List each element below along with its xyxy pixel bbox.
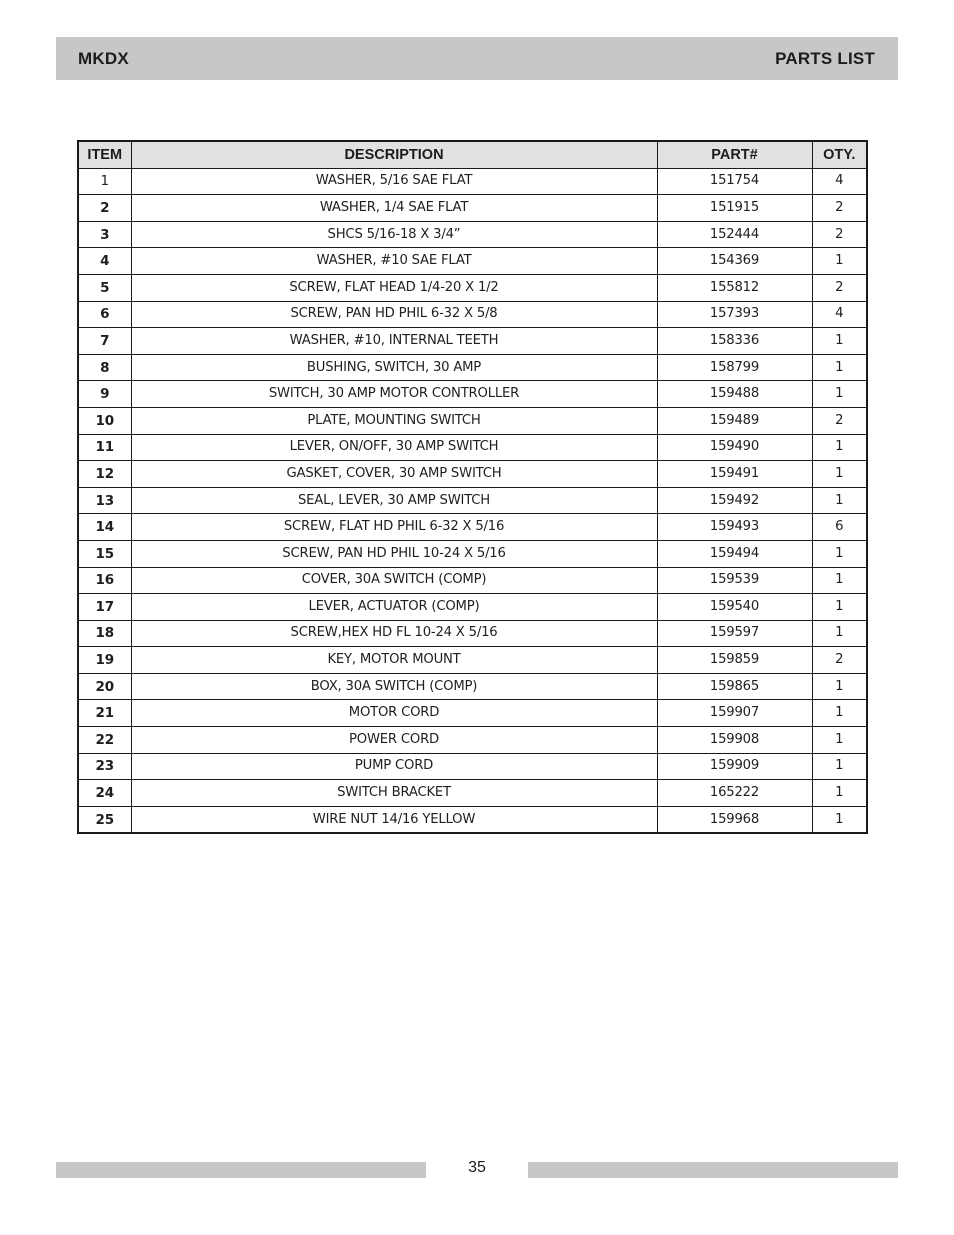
item-number-cell: 17 [78, 594, 131, 621]
item-number-cell: 1 [78, 168, 131, 195]
quantity-cell: 1 [812, 487, 867, 514]
quantity-cell: 1 [812, 753, 867, 780]
page-number: 35 [468, 1159, 486, 1176]
table-row [78, 328, 867, 355]
item-number-cell: 20 [78, 673, 131, 700]
quantity-cell: 1 [812, 434, 867, 461]
page-header-bar [56, 37, 898, 80]
table-row [78, 514, 867, 541]
item-number-cell: 13 [78, 487, 131, 514]
table-row [78, 434, 867, 461]
table-row [78, 407, 867, 434]
item-number-cell: 24 [78, 780, 131, 807]
part-number-cell: 159597 [657, 620, 812, 647]
table-header-row [78, 141, 867, 168]
quantity-cell: 1 [812, 248, 867, 275]
footer-bar-left [56, 1162, 426, 1178]
part-number-cell: 151754 [657, 168, 812, 195]
description-cell: SCREW, FLAT HEAD 1/4-20 X 1/2 [131, 274, 657, 301]
part-number-cell: 159491 [657, 461, 812, 488]
table-row [78, 461, 867, 488]
column-header-item: ITEM [78, 141, 131, 168]
description-cell: SCREW, PAN HD PHIL 6-32 X 5/8 [131, 301, 657, 328]
quantity-cell: 1 [812, 328, 867, 355]
part-number-cell: 159909 [657, 753, 812, 780]
footer-bar-right [528, 1162, 898, 1178]
table-row [78, 700, 867, 727]
part-number-cell: 159489 [657, 407, 812, 434]
table-row [78, 248, 867, 275]
item-number-cell: 14 [78, 514, 131, 541]
item-number-cell: 15 [78, 540, 131, 567]
part-number-cell: 159494 [657, 540, 812, 567]
table-row [78, 727, 867, 754]
description-cell: MOTOR CORD [131, 700, 657, 727]
item-number-cell: 22 [78, 727, 131, 754]
description-cell: SCREW, FLAT HD PHIL 6-32 X 5/16 [131, 514, 657, 541]
quantity-cell: 1 [812, 461, 867, 488]
item-number-cell: 11 [78, 434, 131, 461]
part-number-cell: 159540 [657, 594, 812, 621]
quantity-cell: 6 [812, 514, 867, 541]
column-header-quantity: OTY. [812, 141, 867, 168]
description-cell: SEAL, LEVER, 30 AMP SWITCH [131, 487, 657, 514]
quantity-cell: 1 [812, 594, 867, 621]
section-title: PARTS LIST [775, 48, 875, 68]
quantity-cell: 1 [812, 540, 867, 567]
part-number-cell: 152444 [657, 221, 812, 248]
quantity-cell: 1 [812, 381, 867, 408]
description-cell: WASHER, #10, INTERNAL TEETH [131, 328, 657, 355]
part-number-cell: 159865 [657, 673, 812, 700]
description-cell: SHCS 5/16-18 X 3/4” [131, 221, 657, 248]
item-number-cell: 18 [78, 620, 131, 647]
item-number-cell: 10 [78, 407, 131, 434]
table-row [78, 780, 867, 807]
table-row [78, 195, 867, 222]
item-number-cell: 7 [78, 328, 131, 355]
description-cell: WASHER, 1/4 SAE FLAT [131, 195, 657, 222]
description-cell: PUMP CORD [131, 753, 657, 780]
description-cell: WIRE NUT 14/16 YELLOW [131, 806, 657, 833]
quantity-cell: 1 [812, 727, 867, 754]
quantity-cell: 1 [812, 567, 867, 594]
quantity-cell: 1 [812, 806, 867, 833]
table-body [78, 168, 867, 833]
item-number-cell: 23 [78, 753, 131, 780]
part-number-cell: 151915 [657, 195, 812, 222]
description-cell: LEVER, ACTUATOR (COMP) [131, 594, 657, 621]
table-row [78, 753, 867, 780]
table-row [78, 381, 867, 408]
table-row [78, 354, 867, 381]
table-row [78, 567, 867, 594]
part-number-cell: 159488 [657, 381, 812, 408]
description-cell: POWER CORD [131, 727, 657, 754]
description-cell: PLATE, MOUNTING SWITCH [131, 407, 657, 434]
description-cell: SCREW,HEX HD FL 10-24 X 5/16 [131, 620, 657, 647]
quantity-cell: 1 [812, 700, 867, 727]
item-number-cell: 5 [78, 274, 131, 301]
table-row [78, 620, 867, 647]
quantity-cell: 4 [812, 301, 867, 328]
part-number-cell: 157393 [657, 301, 812, 328]
quantity-cell: 2 [812, 647, 867, 674]
part-number-cell: 158336 [657, 328, 812, 355]
quantity-cell: 1 [812, 673, 867, 700]
item-number-cell: 19 [78, 647, 131, 674]
quantity-cell: 2 [812, 407, 867, 434]
description-cell: SWITCH BRACKET [131, 780, 657, 807]
quantity-cell: 2 [812, 195, 867, 222]
column-header-description: DESCRIPTION [131, 141, 657, 168]
parts-list-table [77, 140, 868, 834]
part-number-cell: 159907 [657, 700, 812, 727]
quantity-cell: 2 [812, 221, 867, 248]
part-number-cell: 159492 [657, 487, 812, 514]
table-row [78, 647, 867, 674]
description-cell: BUSHING, SWITCH, 30 AMP [131, 354, 657, 381]
part-number-cell: 159968 [657, 806, 812, 833]
table-row [78, 274, 867, 301]
part-number-cell: 159490 [657, 434, 812, 461]
part-number-cell: 154369 [657, 248, 812, 275]
item-number-cell: 12 [78, 461, 131, 488]
item-number-cell: 6 [78, 301, 131, 328]
item-number-cell: 25 [78, 806, 131, 833]
part-number-cell: 159908 [657, 727, 812, 754]
table-row [78, 806, 867, 833]
table-row [78, 221, 867, 248]
description-cell: WASHER, #10 SAE FLAT [131, 248, 657, 275]
quantity-cell: 1 [812, 354, 867, 381]
item-number-cell: 4 [78, 248, 131, 275]
description-cell: GASKET, COVER, 30 AMP SWITCH [131, 461, 657, 488]
item-number-cell: 21 [78, 700, 131, 727]
quantity-cell: 2 [812, 274, 867, 301]
part-number-cell: 159859 [657, 647, 812, 674]
description-cell: WASHER, 5/16 SAE FLAT [131, 168, 657, 195]
part-number-cell: 155812 [657, 274, 812, 301]
item-number-cell: 3 [78, 221, 131, 248]
description-cell: BOX, 30A SWITCH (COMP) [131, 673, 657, 700]
item-number-cell: 8 [78, 354, 131, 381]
table-row [78, 301, 867, 328]
description-cell: LEVER, ON/OFF, 30 AMP SWITCH [131, 434, 657, 461]
quantity-cell: 4 [812, 168, 867, 195]
item-number-cell: 9 [78, 381, 131, 408]
item-number-cell: 16 [78, 567, 131, 594]
table-row [78, 673, 867, 700]
description-cell: SCREW, PAN HD PHIL 10-24 X 5/16 [131, 540, 657, 567]
table-row [78, 594, 867, 621]
item-number-cell: 2 [78, 195, 131, 222]
part-number-cell: 159493 [657, 514, 812, 541]
part-number-cell: 159539 [657, 567, 812, 594]
description-cell: SWITCH, 30 AMP MOTOR CONTROLLER [131, 381, 657, 408]
part-number-cell: 165222 [657, 780, 812, 807]
description-cell: COVER, 30A SWITCH (COMP) [131, 567, 657, 594]
description-cell: KEY, MOTOR MOUNT [131, 647, 657, 674]
model-name: MKDX [78, 48, 129, 68]
part-number-cell: 158799 [657, 354, 812, 381]
table-row [78, 168, 867, 195]
quantity-cell: 1 [812, 620, 867, 647]
table-row [78, 540, 867, 567]
column-header-part-number: PART# [657, 141, 812, 168]
table-row [78, 487, 867, 514]
quantity-cell: 1 [812, 780, 867, 807]
